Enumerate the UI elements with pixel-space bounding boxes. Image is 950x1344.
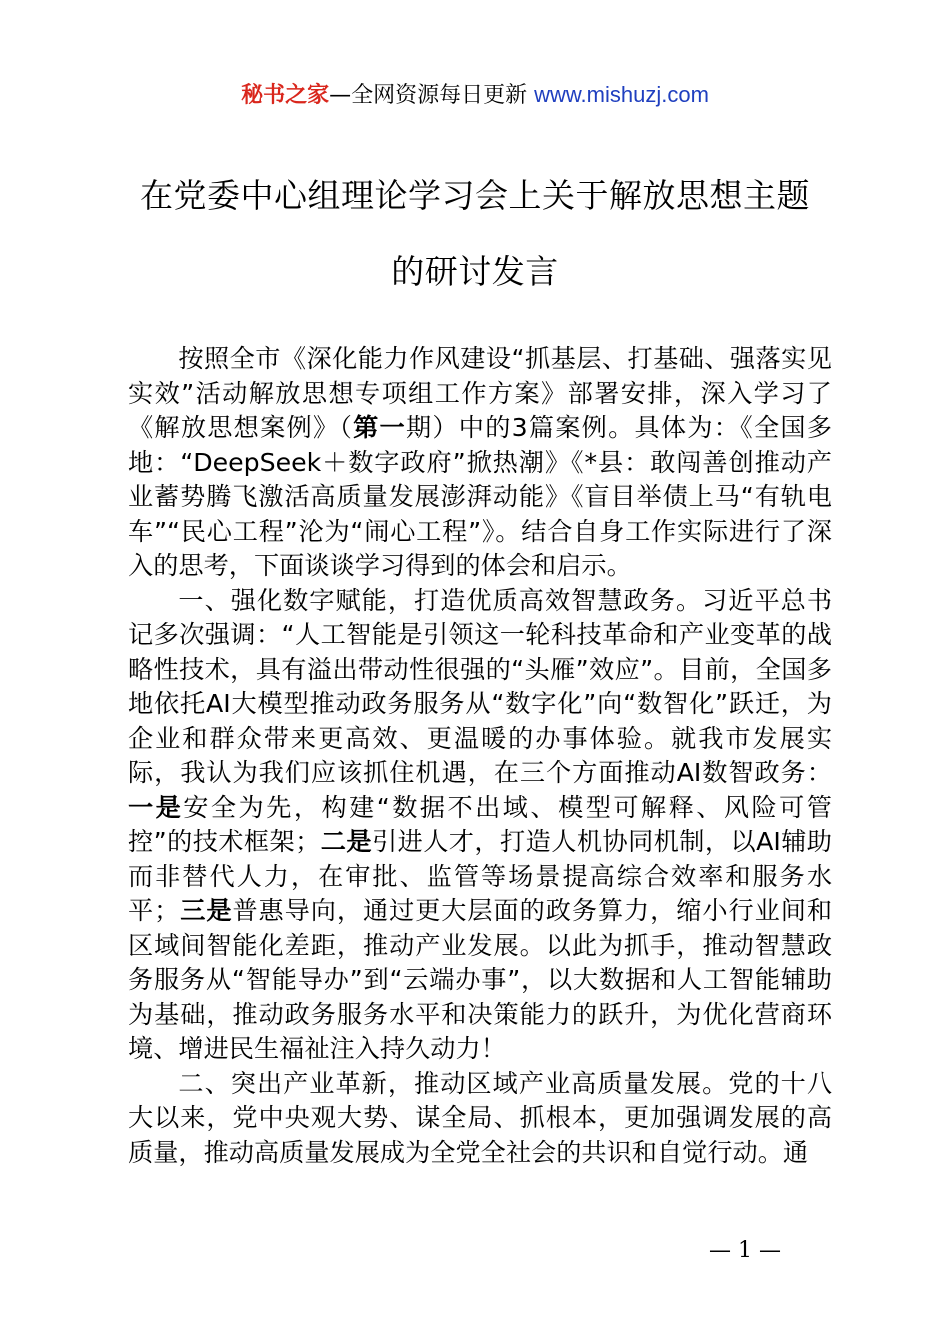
paragraph-section-2 <box>128 1067 832 1171</box>
paragraph-text: 期）中的3篇案例。具体为：《全国多地：“DeepSeek＋数字政府”掀热潮》《*县：敢闯善创推动产业蓄势腾飞激活高质量发展澎湃动能》《盲目举债上马“有轨电车”“民心工程”沦为“闹心工程”》。结合自身工作实际进行了深入的思考，下面谈谈学习得到的体会和启示。 <box>128 413 832 580</box>
bold-text: 二是 <box>320 827 372 856</box>
paragraph-text: 普惠导向，通过更大层面的政务算力，缩小行业间和区域间智能化差距，推动产业发展。以此为抓手，推动智慧政务服务从“智能导办”到“云端办事”，以大数据和人工智能辅助为基础，推动政务服务水平和决策能力的跃升，为优化营商环境、增进民生福祉注入持久动力！ <box>128 896 833 1063</box>
paragraph-text: 安全为先，构建“数据不出域、模型可解释、风险可管控”的技术框架； <box>128 792 832 856</box>
paragraph-text: 引进人才，打造人机协同机制，以AI辅助而非替代人力，在审批、监管等场景提高综合效率和服务水平； <box>128 827 832 925</box>
document-body <box>128 342 832 1170</box>
site-brand: 秘书之家 <box>241 83 330 108</box>
bold-text: 第一 <box>353 413 406 442</box>
bold-text: 三是 <box>179 896 233 925</box>
bold-text: 一是 <box>128 792 184 822</box>
site-tagline: —全网资源每日更新 <box>329 83 528 108</box>
title-line-2: 的研讨发言 <box>391 252 559 291</box>
site-url-link[interactable]: www.mishuzj.com <box>534 82 709 107</box>
paragraph-intro <box>128 342 832 584</box>
title-line-1: 在党委中心组理论学习会上关于解放思想主题 <box>140 176 810 215</box>
paragraph-text: 按照全市《深化能力作风建设“抓基层、打基础、强落实见实效”活动解放思想专项组工作方案》部署安排，深入学习了《解放思想案例》（ <box>128 344 832 442</box>
paragraph-text: 一、强化数字赋能，打造优质高效智慧政务。习近平总书记多次强调：“人工智能是引领这一轮科技革命和产业变革的战略性技术，具有溢出带动性很强的“头雁”效应”。目前，全国多地依托AI大模型推动政务服务从“数字化”向“数智化”跃迁，为企业和群众带来更高效、更温暖的办事体验。就我市发展实际，我认为我们应该抓住机遇，在三个方面推动AI数智政务： <box>128 585 832 787</box>
document-title <box>110 158 840 310</box>
paragraph-text: 二、突出产业革新，推动区域产业高质量发展。党的十八大以来，党中央观大势、谋全局、抓根本，更加强调发展的高质量，推动高质量发展成为全党全社会的共识和自觉行动。通 <box>128 1068 832 1167</box>
page-number: — 1 — <box>709 1238 781 1263</box>
paragraph-section-1 <box>128 584 832 1067</box>
site-header <box>0 78 950 113</box>
